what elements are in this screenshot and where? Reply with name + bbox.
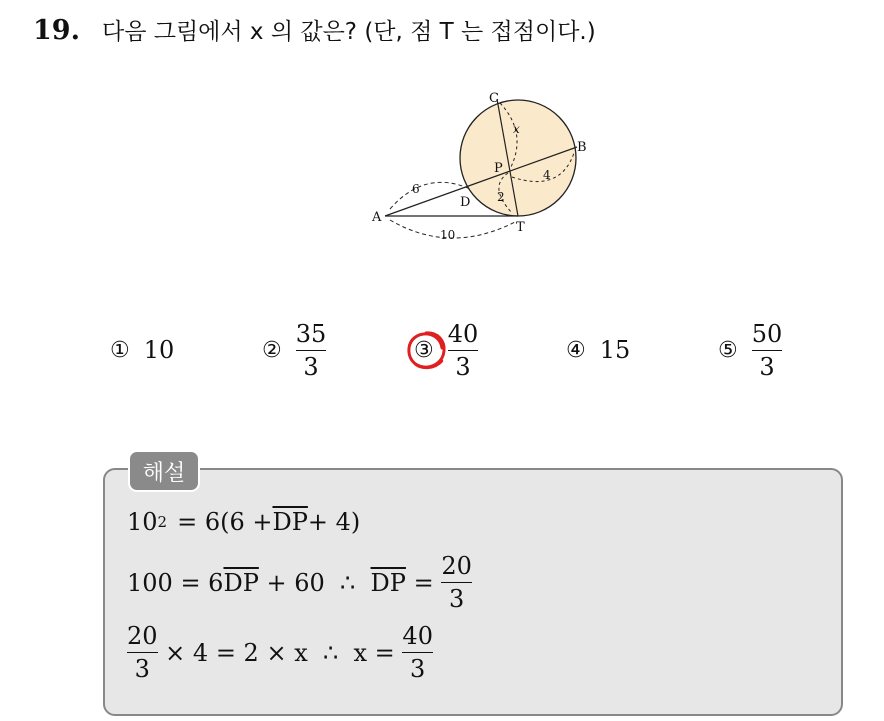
question-header bbox=[33, 14, 596, 49]
label-T: T bbox=[516, 220, 525, 235]
choice-fraction bbox=[752, 320, 783, 381]
circle bbox=[460, 100, 576, 216]
choice-marker: ② bbox=[262, 337, 282, 363]
dim-AD bbox=[390, 182, 470, 209]
selection-ring-icon bbox=[404, 328, 448, 372]
choice-fraction bbox=[448, 320, 479, 381]
value-AT: 10 bbox=[440, 228, 456, 242]
choice-value: 10 bbox=[143, 336, 175, 364]
solution-line-3: $\frac{20}{3}$ × 4 = 2 × x ∴ x = $\frac{40}{3}$ bbox=[127, 622, 433, 683]
choice-2[interactable] bbox=[262, 318, 326, 382]
solution-tag: 해설 bbox=[128, 450, 200, 492]
label-C: C bbox=[489, 91, 499, 106]
choice-3[interactable] bbox=[414, 318, 478, 382]
choice-1[interactable] bbox=[110, 318, 174, 382]
choice-marker: ④ bbox=[566, 337, 586, 363]
label-B: B bbox=[577, 140, 587, 155]
label-A: A bbox=[372, 210, 382, 225]
denominator: 3 bbox=[303, 352, 319, 381]
denominator: 3 bbox=[759, 352, 775, 381]
label-D: D bbox=[460, 195, 471, 210]
label-P: P bbox=[494, 161, 503, 176]
choice-fraction bbox=[296, 320, 327, 381]
question-number: 19. bbox=[33, 15, 80, 46]
numerator: 40 bbox=[447, 319, 479, 348]
choice-4[interactable] bbox=[566, 318, 630, 382]
value-PD: 2 bbox=[497, 190, 505, 204]
value-PB: 4 bbox=[543, 168, 551, 182]
value-CP: x bbox=[513, 122, 520, 136]
choice-marker-selected: ③ bbox=[414, 338, 434, 363]
choice-marker: ⑤ bbox=[718, 337, 738, 363]
choice-5[interactable] bbox=[718, 318, 782, 382]
choice-marker: ① bbox=[110, 337, 130, 363]
denominator: 3 bbox=[455, 352, 471, 381]
geometry-figure bbox=[360, 85, 600, 250]
value-AD: 6 bbox=[412, 182, 420, 196]
choice-value: 15 bbox=[599, 336, 631, 364]
numerator: 50 bbox=[751, 319, 783, 348]
solution-line-1: 10 2 = 6(6 + $\overline{DP}$ + 4) bbox=[127, 508, 361, 536]
numerator: 35 bbox=[295, 319, 327, 348]
solution-line-2: 100 = 6 $\overline{DP}$ + 60 ∴ $\overline{DP}$ = $\frac{20}{3}$ bbox=[127, 552, 472, 613]
question-text: 다음 그림에서 x 의 값은? (단, 점 T 는 접점이다.) bbox=[101, 19, 596, 45]
